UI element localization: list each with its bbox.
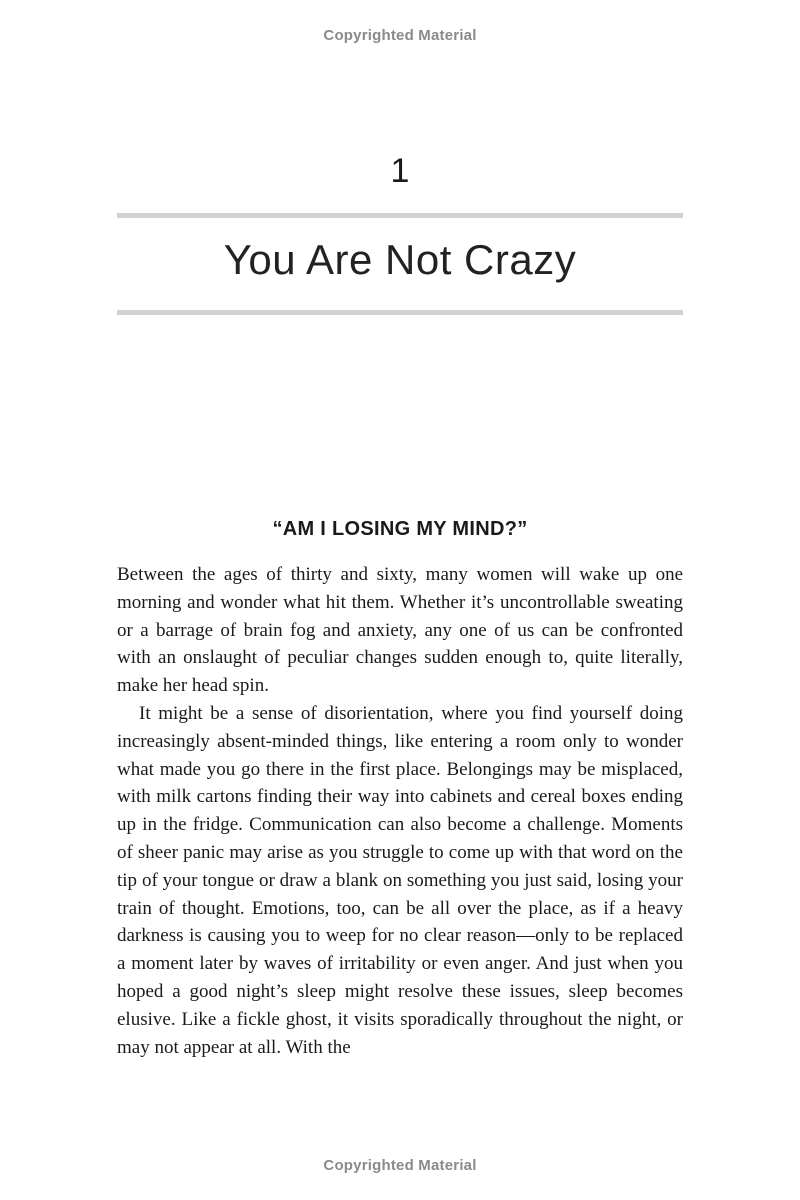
copyright-watermark-top: Copyrighted Material [323,27,477,44]
copyright-watermark-bottom: Copyrighted Material [323,1157,477,1174]
body-text [117,561,683,1061]
paragraph: It might be a sense of disorientation, where you find yourself doing increasingly absent-minded things, like entering a room only to wonder what made you go there in the first place. Belongings may be misplaced, with milk cartons finding their way into cabinets and cereal boxes ending up in the fridge. Communication can also become a challenge. Moments of sheer panic may arise as you struggle to come up with that word on the tip of your tongue or draw a blank on something you just said, losing your train of thought. Emotions, too, can be all over the place, as if a heavy darkness is causing you to weep for no clear reason—only to be replaced a moment later by waves of irritability or even anger. And just when you hoped a good night’s sleep might resolve these issues, sleep becomes elusive. Like a fickle ghost, it visits sporadically throughout the night, or may not appear at all. With the [117,702,683,1058]
section-heading: “AM I LOSING MY MIND?” [272,518,528,540]
paragraph: Between the ages of thirty and sixty, many women will wake up one morning and wonder what hit them. Whether it’s uncontrollable sweating or a barrage of brain fog and anxiety, any one of us can be confronted with an onslaught of peculiar changes sudden enough to, quite literally, make her head spin. [117,564,683,697]
chapter-rule-top [117,213,683,218]
chapter-number: 1 [390,152,410,190]
chapter-rule-bottom [117,310,683,315]
chapter-title: You Are Not Crazy [223,236,577,283]
